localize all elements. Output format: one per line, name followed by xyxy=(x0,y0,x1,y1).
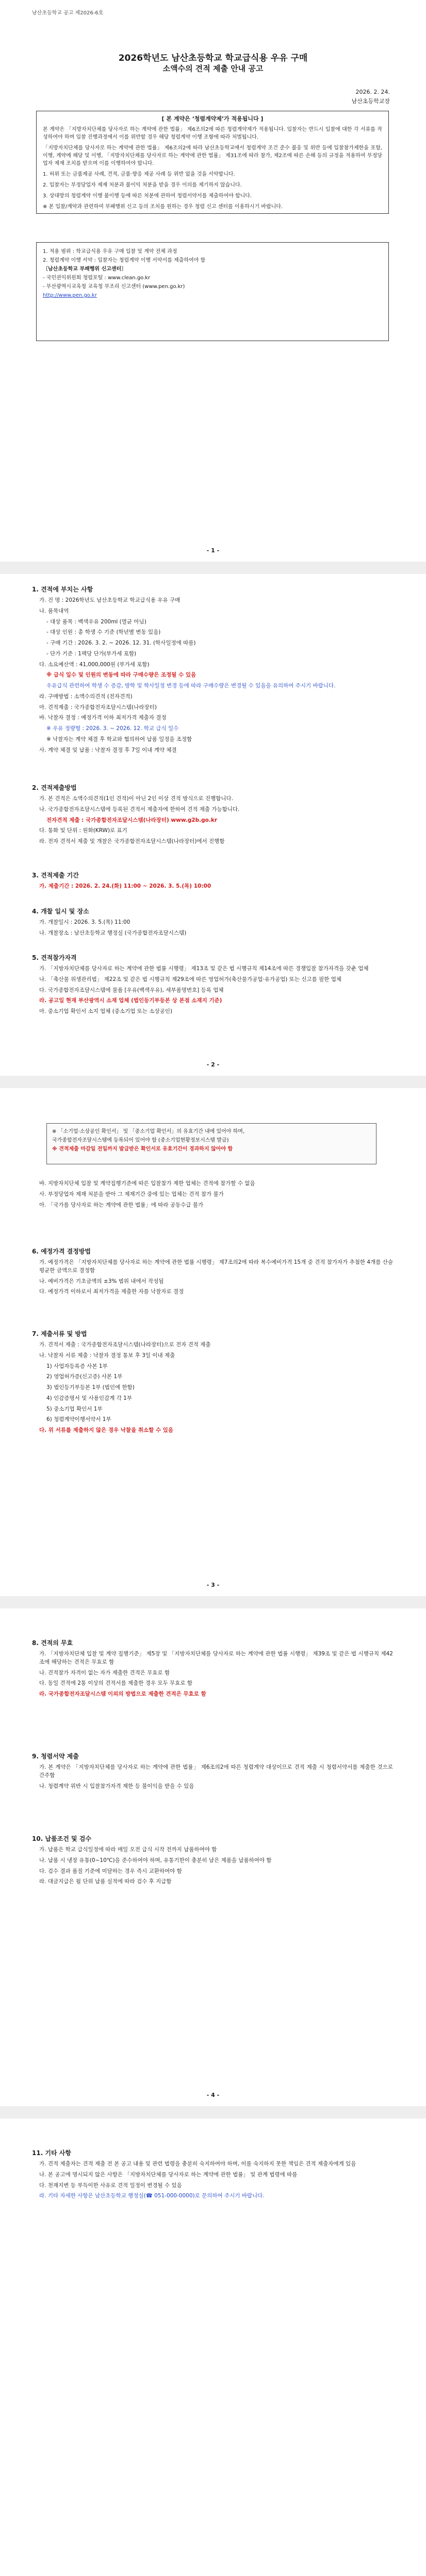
section-line: 가. 예정가격은 「지방자치단체를 당사자로 하는 계약에 관한 법률 시행령」 제7조의2에 따라 복수예비가격 15개 중 견적 참가자가 추첨한 4개를 산술평균한 금액으로 결정함 xyxy=(39,1259,393,1274)
section-line: 나. 납품 시 냉장 유통(0~10℃)을 준수하여야 하며, 유통기한이 충분히 남은 제품을 납품하여야 함 xyxy=(39,1857,272,1863)
notice-paragraph: 「지방자치단체를 당사자로 하는 계약에 관한 법률」 제6조의2에 따라 남산초등학교에서 청렴계약 조건 준수 불응 및 위반 등에 입찰참가제한을 포함, 이행, 계약에 해당 및 이행, 「지방자치단체를 당사자로 하는 계약에 관한 법률」 제31조에 따라 참가, 제2조에 따른 손해 등의 규정을 적용하여 부정당업자 제재 조치를 받으며 이를 이행하여야 합니다. xyxy=(43,145,382,166)
section-line: 가. 개찰일시 : 2026. 3. 5.(목) 11:00 xyxy=(39,919,130,925)
summary-item: 2. 청렴계약 이행 서약 : 입찰자는 청렴계약 이행 서약서를 제출하여야 함 xyxy=(43,258,206,263)
section-heading: 1. 견적에 부치는 사항 xyxy=(32,586,93,593)
section-line: 가. 납품은 학교 급식일정에 따라 매일 오전 급식 시작 전까지 납품하여야 함 xyxy=(39,1846,217,1853)
page-break xyxy=(0,1076,426,1088)
section-heading: 3. 견적제출 기간 xyxy=(32,872,79,879)
section-line: 나. 국가종합전자조달시스템에 등록된 견적서 제출자에 한하여 견적 제출 가능합니다. xyxy=(39,806,240,812)
section-line: 나. 낙찰자 서류 제출 : 낙찰자 결정 통보 후 3일 이내 제출 xyxy=(39,1352,175,1359)
section-line: 라. 대금지급은 월 단위 납품 실적에 따라 검수 후 지급함 xyxy=(39,1878,172,1885)
page-break xyxy=(0,562,426,574)
notice-paragraph: 본 계약은 「지방자치단체를 당사자로 하는 계약에 관한 법률」 제6조의2에 따른 청렴계약제가 적용됩니다. 입찰자는 반드시 입찰에 대한 각 서류를 작성하여야 하며 입찰 진행과정에서 이를 위반할 경우 해당 청렴계약 이행 조항에 따라 처벌됩니다. xyxy=(43,127,382,140)
section-line: 가. 견적 제출자는 견적 제출 전 본 공고 내용 및 관련 법령을 충분히 숙지하여야 하며, 이를 숙지하지 못한 책임은 견적 제출자에게 있음 xyxy=(39,2161,356,2167)
announcement-date: 2026. 2. 24. xyxy=(355,89,390,95)
section-line: - 단가 기준 : 1팩당 단가(부가세 포함) xyxy=(46,650,137,657)
document-subtitle: 소액수의 견적 제출 안내 공고 xyxy=(162,64,264,73)
section-heading: 2. 견적제출방법 xyxy=(32,784,77,791)
section-heading: 10. 납품조건 및 검수 xyxy=(32,1835,91,1842)
section-2 xyxy=(32,783,393,849)
section-line: - 대상 품목 : 백색우유 200ml (멸균 아님) xyxy=(46,618,146,625)
section-heading: 7. 제출서류 및 방법 xyxy=(32,1330,87,1337)
section-line: 다. 검수 결과 품질 기준에 미달하는 경우 즉시 교환하여야 함 xyxy=(39,1868,182,1874)
section-line: 바. 낙찰자 결정 : 예정가격 이하 최저가격 제출자 결정 xyxy=(39,715,167,721)
section-line: 4) 인감증명서 및 사용인감계 각 1부 xyxy=(46,1395,133,1401)
section-line: 나. 청렴계약 위반 시 입찰참가자격 제한 등 불이익을 받을 수 있음 xyxy=(39,1783,194,1789)
section-6 xyxy=(32,1247,393,1299)
section-line: 다. 천재지변 등 부득이한 사유로 견적 일정이 변경될 수 있음 xyxy=(39,2182,182,2189)
section-line: 2) 영업허가증(신고증) 사본 1부 xyxy=(46,1374,123,1380)
section-9 xyxy=(32,1752,393,1793)
section-line: 가. 본 계약은 「지방자치단체를 당사자로 하는 계약에 관한 법률」 제6조의2에 따른 청렴계약 대상이므로 견적 제출 시 청렴서약서를 제출한 것으로 간주함 xyxy=(39,1764,393,1778)
section-heading: 8. 견적의 무효 xyxy=(32,1639,73,1647)
page-number: - 4 - xyxy=(206,2092,220,2098)
integrity-summary-box xyxy=(36,242,389,341)
section-heading: 5. 견적참가자격 xyxy=(32,954,77,961)
section-line: - 구매 기간 : 2026. 3. 2. ~ 2026. 12. 31. (학사일정에 따름) xyxy=(46,640,196,646)
notice-item: ※ 본 입찰/계약과 관련하여 부패행위 신고 등의 조치를 원하는 경우 청렴 신고 센터를 이용하시기 바랍니다. xyxy=(43,204,283,210)
section-7 xyxy=(32,1329,393,1437)
page-number: - 2 - xyxy=(206,1061,220,1068)
section-line: 라. 전자 견적서 제출 및 개찰은 국가종합전자조달시스템(나라장터)에서 진행함 xyxy=(39,838,225,844)
section-line: 6) 청렴계약이행서약서 1부 xyxy=(46,1416,111,1423)
page-number: - 1 - xyxy=(206,547,220,554)
deadline-line: 가. 제출기간 : 2026. 2. 24.(화) 11:00 ~ 2026. 3. 5.(목) 10:00 xyxy=(39,883,211,889)
section-heading: 9. 청렴서약 제출 xyxy=(32,1753,79,1760)
section-1 xyxy=(32,585,393,757)
section-8 xyxy=(32,1638,393,1701)
section-line: 다. 국가종합전자조달시스템에 물품 [우유(백색우유), 세부품명번호] 등록 업체 xyxy=(39,987,224,993)
highlight-note: 라. 국가종합전자조달시스템 이외의 방법으로 제출한 견적은 무효로 함 xyxy=(39,1691,206,1697)
section-line: 바. 지방자치단체 입찰 및 계약집행기준에 따른 입찰참가 제한 업체는 견적에 참가할 수 없음 xyxy=(39,1180,255,1187)
section-3 xyxy=(32,871,393,893)
section-line: 사. 부정당업자 제재 처분을 받아 그 제재기간 중에 있는 업체는 견적 참가 불가 xyxy=(39,1191,224,1197)
box-line: ※ 견적제출 마감일 전일까지 발급받은 확인서로 유효기간이 경과하지 않아야 함 xyxy=(52,1146,233,1152)
summary-item: - 국민권익위원회 청렴포털 : www.clean.go.kr xyxy=(43,275,151,281)
section-line: 가. 「지방자치단체를 당사자로 하는 계약에 관한 법률 시행령」 제13조 및 같은 법 시행규칙 제14조에 따른 경쟁입찰 참가자격을 갖춘 업체 xyxy=(39,965,369,972)
highlight-note: 다. 위 서류를 제출하지 않은 경우 낙찰을 취소할 수 있음 xyxy=(39,1427,174,1433)
certificate-note-box xyxy=(46,1123,376,1164)
summary-item: - 부산광역시교육청 교육청 부조리 신고센터 (www.pen.go.kr) xyxy=(43,284,185,290)
section-line: 나. 개찰장소 : 남산초등학교 행정실 (국가종합전자조달시스템) xyxy=(39,929,187,936)
section-4 xyxy=(32,907,393,940)
notice-title: [ 본 계약은 ‘청렴계약제’가 적용됩니다 ] xyxy=(161,115,264,122)
box-line: 국가종합전자조달시스템에 등록되어 있어야 함 (중소기업현황정보시스템 발급) xyxy=(52,1138,229,1143)
section-line: 5) 중소기업 확인서 1부 xyxy=(46,1405,103,1412)
section-line: 다. 예정가격 이하로서 최저가격을 제출한 자를 낙찰자로 결정 xyxy=(39,1289,184,1295)
section-5 xyxy=(32,953,393,1019)
integrity-notice-box xyxy=(36,111,389,214)
section-line: 아. 「국가를 당사자로 하는 계약에 관한 법률」에 따라 공동수급 불가 xyxy=(39,1201,204,1208)
highlight-note: 라. 공고일 현재 부산광역시 소재 업체 (법인등기부등본 상 본점 소재지 기준) xyxy=(39,997,222,1004)
section-line: 나. 본 공고에 명시되지 않은 사항은 「지방자치단체를 당사자로 하는 계약에 관한 법률」 및 관계 법령에 따름 xyxy=(39,2171,298,2178)
section-line: 나. 「축산물 위생관리법」 제22조 및 같은 법 시행규칙 제29조에 따른 영업허가(축산물가공업·유가공업) 또는 신고를 필한 업체 xyxy=(39,976,342,982)
summary-heading: 〔남산초등학교 부패행위 신고센터〕 xyxy=(43,266,127,272)
section-10 xyxy=(32,1834,393,1889)
notice-item: 1. 허위 또는 금품제공 사례, 견적, 금품·향응 제공 사례 등 위반 없을 것을 서약합니다. xyxy=(43,172,235,177)
box-line: ※ 「소기업·소상공인 확인서」 및 「중소기업 확인서」의 유효기간 내에 있어야 하며, xyxy=(52,1129,245,1134)
highlight-note: 전자견적 제출 : 국가종합전자조달시스템(나라장터) www.g2b.go.kr xyxy=(46,817,218,823)
section-line: 마. 중소기업 확인서 소지 업체 (중소기업 또는 소상공인) xyxy=(39,1008,173,1014)
section-5-cont xyxy=(32,1180,393,1212)
section-line: 가. 견적서 제출 : 국가종합전자조달시스템(나라장터)으로 전자 견적 제출 xyxy=(39,1342,211,1348)
highlight-note: 우유급식 관련하여 학생 수 증감, 방학 및 학사일정 변경 등에 따라 구매수량은 변경될 수 있음을 유의하여 주시기 바랍니다. xyxy=(46,683,336,689)
section-heading: 6. 예정가격 결정방법 xyxy=(32,1248,91,1255)
section-line: 다. 동일 견적에 2통 이상의 견적서를 제출한 경우 모두 무효로 함 xyxy=(39,1680,192,1687)
section-line: 가. 본 견적은 소액수의견적(1인 견적)이 아닌 2인 이상 견적 방식으로 진행합니다. xyxy=(39,795,234,802)
section-line: ※ 낙찰자는 계약 체결 후 학교와 협의하여 납품 일정을 조정함 xyxy=(46,736,192,742)
highlight-note: ※ 우유 정량형 : 2026. 3. ~ 2026. 12. 학교 급식 일수 xyxy=(46,725,179,732)
notice-item: 3. 상대방의 청렴계약 이행 불이행 등에 따른 처분에 관하여 청렴서약서를 제출하여야 합니다. xyxy=(43,193,252,199)
report-center-link[interactable]: http://www.pen.go.kr xyxy=(43,293,97,298)
section-line: 나. 예비가격은 기초금액의 ±3% 범위 내에서 작성됨 xyxy=(39,1278,164,1284)
section-line: 가. 「지방자치단체 입찰 및 계약 집행기준」 제5장 및 「지방자치단체를 당사자로 하는 계약에 관한 법률 시행령」 제39조 및 같은 법 시행규칙 제42조에 해당하는 견적은 무효로 함 xyxy=(39,1651,393,1665)
section-line: 사. 계약 체결 및 납품 : 낙찰자 결정 후 7일 이내 계약 체결 xyxy=(39,747,177,753)
highlight-note: ※ 급식 일수 및 인원의 변동에 따라 구매수량은 조정될 수 있음 xyxy=(46,672,196,679)
section-line: 가. 건 명 : 2026학년도 남산초등학교 학교급식용 우유 구매 xyxy=(39,597,181,603)
page-break xyxy=(0,1596,426,1608)
section-line: 나. 품목내역 xyxy=(39,607,69,614)
section-heading: 11. 기타 사항 xyxy=(32,2149,71,2157)
document-reference: 남산초등학교 공고 제2026-6호 xyxy=(32,10,104,16)
section-11 xyxy=(32,2148,393,2203)
section-line: 다. 소요예산액 : 41,000,000원 (부가세 포함) xyxy=(39,661,150,668)
page-break xyxy=(0,2106,426,2119)
document-title: 2026학년도 남산초등학교 학교급식용 우유 구매 xyxy=(118,53,308,63)
section-line: 마. 견적제출 : 국가종합전자조달시스템(나라장터) xyxy=(39,704,157,710)
page-number: - 3 - xyxy=(206,1582,220,1588)
school-name: 남산초등학교장 xyxy=(351,98,390,105)
section-line: 라. 구매방법 : 소액수의견적 (전자견적) xyxy=(39,693,133,700)
section-line: 3) 법인등기부등본 1부 (법인에 한함) xyxy=(46,1384,135,1391)
notice-item: 2. 입찰자는 부정당업자 제재 처분과 불이익 처분을 받을 경우 이의를 제기하지 않습니다. xyxy=(43,182,242,188)
contact-line: 라. 기타 자세한 사항은 남산초등학교 행정실(☎ 051-000-0000)로 문의하여 주시기 바랍니다. xyxy=(39,2193,265,2199)
section-heading: 4. 개찰 일시 및 장소 xyxy=(32,908,89,915)
summary-item: 1. 적용 범위 : 학교급식용 우유 구매 입찰 및 계약 전체 과정 xyxy=(43,249,177,255)
section-line: 다. 통화 및 단위 : 원화(KRW)로 표기 xyxy=(39,827,127,834)
section-line: - 대상 인원 : 총 학생 수 기준 (학년별 변동 있음) xyxy=(46,629,161,636)
section-line: 1) 사업자등록증 사본 1부 xyxy=(46,1363,108,1369)
section-line: 나. 견적참가 자격이 없는 자가 제출한 견적은 무효로 함 xyxy=(39,1669,170,1676)
